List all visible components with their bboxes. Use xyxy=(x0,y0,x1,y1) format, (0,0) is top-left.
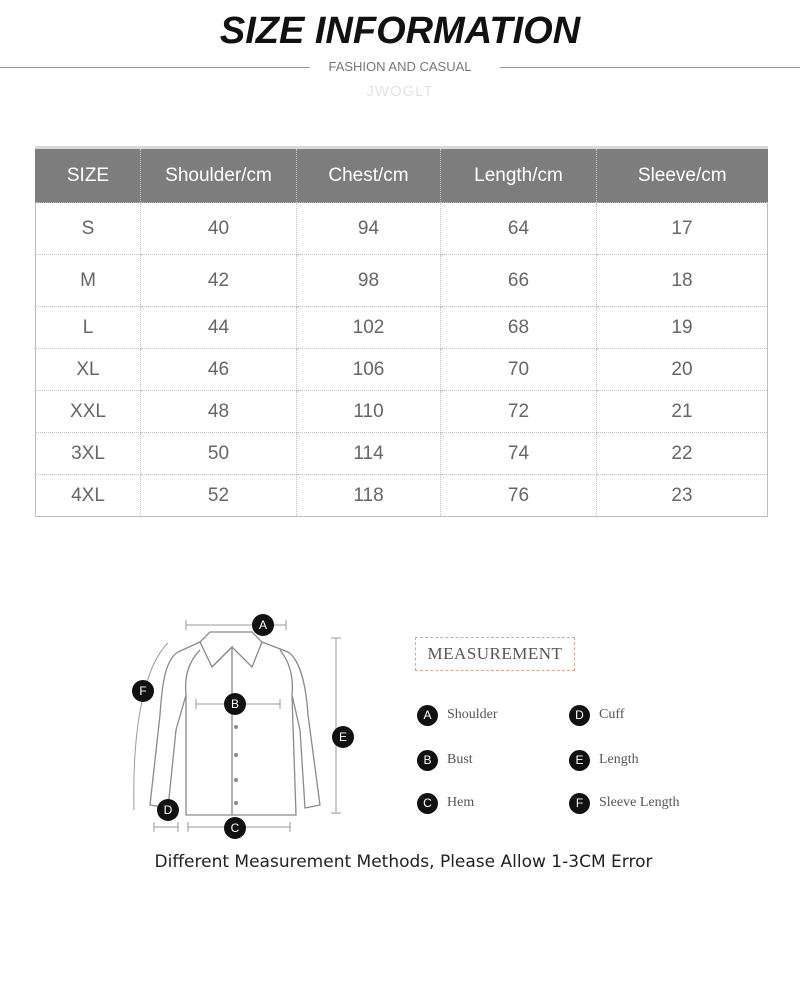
size-cell: XL xyxy=(36,349,141,391)
length-cell: 74 xyxy=(441,433,597,475)
shoulder-cell: 46 xyxy=(141,349,297,391)
legend-marker: F xyxy=(569,793,590,814)
size-cell: 4XL xyxy=(36,475,141,517)
size-cell: S xyxy=(36,203,141,255)
length-cell: 70 xyxy=(441,349,597,391)
shoulder-cell: 40 xyxy=(141,203,297,255)
legend-label: Length xyxy=(599,752,639,767)
legend-label: Hem xyxy=(447,795,475,810)
header-shoulder: Shoulder/cm xyxy=(141,148,297,203)
chest-cell: 106 xyxy=(297,349,441,391)
legend-item-hem xyxy=(417,792,474,814)
legend-item-bust xyxy=(417,749,473,771)
legend-marker: B xyxy=(417,750,438,771)
brand-watermark: JWOGLT xyxy=(366,83,434,100)
legend-label: Sleeve Length xyxy=(599,795,680,810)
legend-label: Shoulder xyxy=(447,707,498,722)
chest-cell: 98 xyxy=(297,255,441,307)
marker-a: A xyxy=(252,614,274,636)
length-cell: 68 xyxy=(441,307,597,349)
sleeve-cell: 20 xyxy=(597,349,768,391)
marker-d: D xyxy=(157,799,179,821)
legend-item-shoulder xyxy=(417,704,498,726)
size-cell: L xyxy=(36,307,141,349)
marker-e: E xyxy=(332,726,354,748)
chest-cell: 94 xyxy=(297,203,441,255)
legend-marker: C xyxy=(417,793,438,814)
size-table xyxy=(35,146,768,517)
length-cell: 72 xyxy=(441,391,597,433)
legend-item-sleeve-length xyxy=(569,792,679,814)
chest-cell: 118 xyxy=(297,475,441,517)
size-cell: XXL xyxy=(36,391,141,433)
sleeve-cell: 21 xyxy=(597,391,768,433)
length-cell: 64 xyxy=(441,203,597,255)
chest-cell: 102 xyxy=(297,307,441,349)
sleeve-cell: 17 xyxy=(597,203,768,255)
table-row xyxy=(36,349,768,391)
marker-b: B xyxy=(224,693,246,715)
marker-f: F xyxy=(132,680,154,702)
sleeve-cell: 19 xyxy=(597,307,768,349)
shoulder-cell: 42 xyxy=(141,255,297,307)
legend-marker: D xyxy=(569,705,590,726)
legend-item-length xyxy=(569,749,639,771)
shirt-measurement-diagram xyxy=(120,605,360,845)
shoulder-cell: 44 xyxy=(141,307,297,349)
size-cell: 3XL xyxy=(36,433,141,475)
page-title: SIZE INFORMATION xyxy=(219,10,581,52)
table-row xyxy=(36,475,768,517)
header-length: Length/cm xyxy=(441,148,597,203)
chest-cell: 110 xyxy=(297,391,441,433)
sleeve-cell: 22 xyxy=(597,433,768,475)
measurement-title: MEASUREMENT xyxy=(415,637,575,671)
table-header-row xyxy=(36,148,768,203)
legend-label: Cuff xyxy=(599,707,625,722)
length-cell: 66 xyxy=(441,255,597,307)
measurement-error-note: Different Measurement Methods, Please Allow 1-3CM Error xyxy=(154,852,653,872)
size-cell: M xyxy=(36,255,141,307)
header-sleeve: Sleeve/cm xyxy=(597,148,768,203)
chest-cell: 114 xyxy=(297,433,441,475)
legend-item-cuff xyxy=(569,704,624,726)
table-row xyxy=(36,433,768,475)
sleeve-cell: 18 xyxy=(597,255,768,307)
shoulder-cell: 48 xyxy=(141,391,297,433)
table-row xyxy=(36,391,768,433)
legend-marker: E xyxy=(569,750,590,771)
shoulder-cell: 50 xyxy=(141,433,297,475)
shoulder-cell: 52 xyxy=(141,475,297,517)
table-row xyxy=(36,203,768,255)
page-subtitle: FASHION AND CASUAL xyxy=(328,59,472,74)
header-size: SIZE xyxy=(36,148,141,203)
sleeve-cell: 23 xyxy=(597,475,768,517)
table-row xyxy=(36,307,768,349)
legend-marker: A xyxy=(417,705,438,726)
header-chest: Chest/cm xyxy=(297,148,441,203)
table-row xyxy=(36,255,768,307)
length-cell: 76 xyxy=(441,475,597,517)
legend-label: Bust xyxy=(447,752,473,767)
marker-c: C xyxy=(224,817,246,839)
